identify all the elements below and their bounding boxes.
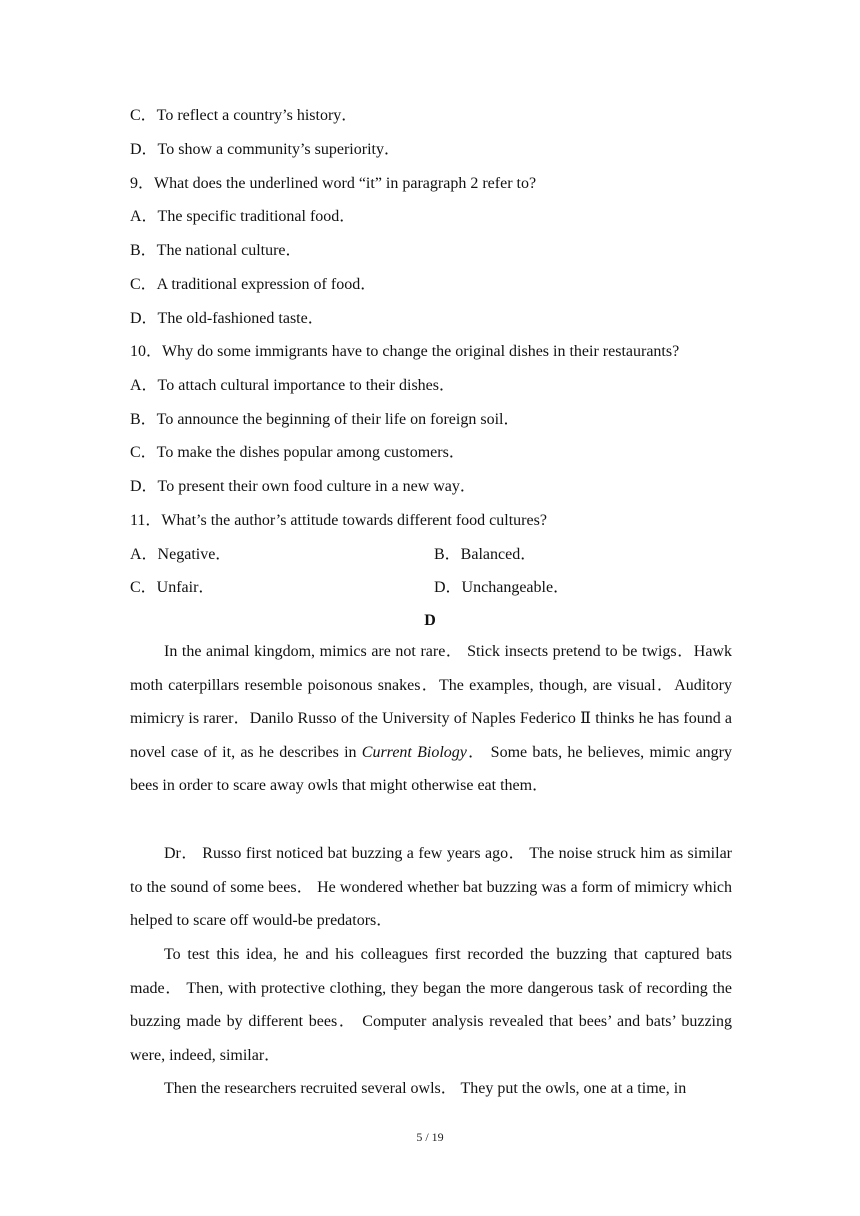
journal-name: Current Biology [361, 743, 467, 761]
passage-heading: D [424, 612, 436, 629]
q10-option-d: D．To present their own food culture in a new way． [130, 478, 476, 495]
paragraph-1-text-start: In the animal kingdom, mimics are not rare． Stick insects pretend to be twigs．Hawk moth caterpillars resemble poisonous snakes．The examples, though, are visual．Auditory mimicry is rarer．Danilo Russo of the University of Naples Federico Ⅱ thinks he has found a novel case of it, as he describes in [130, 643, 732, 761]
q9-stem: 9．What does the underlined word “it” in paragraph 2 refer to? [130, 175, 537, 192]
q8-option-c: C．To reflect a country’s history． [130, 107, 358, 124]
passage-paragraph-4: Then the researchers recruited several owls． They put the owls, one at a time, in [164, 1080, 687, 1097]
q10-option-c: C．To make the dishes popular among customers． [130, 444, 465, 461]
q10-stem: 10．Why do some immigrants have to change the original dishes in their restaurants? [130, 343, 680, 360]
passage-paragraph-3: To test this idea, he and his colleagues first recorded the buzzing that captured bats made． Then, with protective clothing, they began the more dangerous task of recording the buzzing made by different bees． Computer analysis revealed that bees’ and bats’ buzzing were, indeed, similar． [130, 946, 732, 1064]
paragraph-1-text-end: ． Some bats, he believes, mimic angry bees in order to scare away owls that might otherwise eat them． [130, 743, 733, 795]
q9-option-c: C．A traditional expression of food． [130, 276, 377, 293]
q11-option-a: A．Negative． [130, 546, 232, 563]
page-number: 5 / 19 [416, 1130, 444, 1144]
q9-option-a: A．The specific traditional food． [130, 208, 356, 225]
q9-option-d: D．The old-fashioned taste． [130, 310, 324, 327]
passage-paragraph-1 [130, 635, 732, 803]
q11-option-c: C．Unfair． [130, 579, 215, 596]
q9-option-b: B．The national culture． [130, 242, 302, 259]
passage-paragraph-2: Dr． Russo first noticed bat buzzing a few years ago． The noise struck him as similar to the sound of some bees． He wondered whether bat buzzing was a form of mimicry which helped to scare off would-be predators． [130, 845, 732, 930]
q10-option-b: B．To announce the beginning of their life on foreign soil． [130, 411, 520, 428]
q11-stem: 11．What’s the author’s attitude towards different food cultures? [130, 512, 547, 529]
q8-option-d: D．To show a community’s superiority． [130, 141, 400, 158]
q11-option-b: B．Balanced． [434, 546, 537, 563]
q11-option-d: D．Unchangeable． [434, 579, 570, 596]
q10-option-a: A．To attach cultural importance to their dishes． [130, 377, 456, 394]
